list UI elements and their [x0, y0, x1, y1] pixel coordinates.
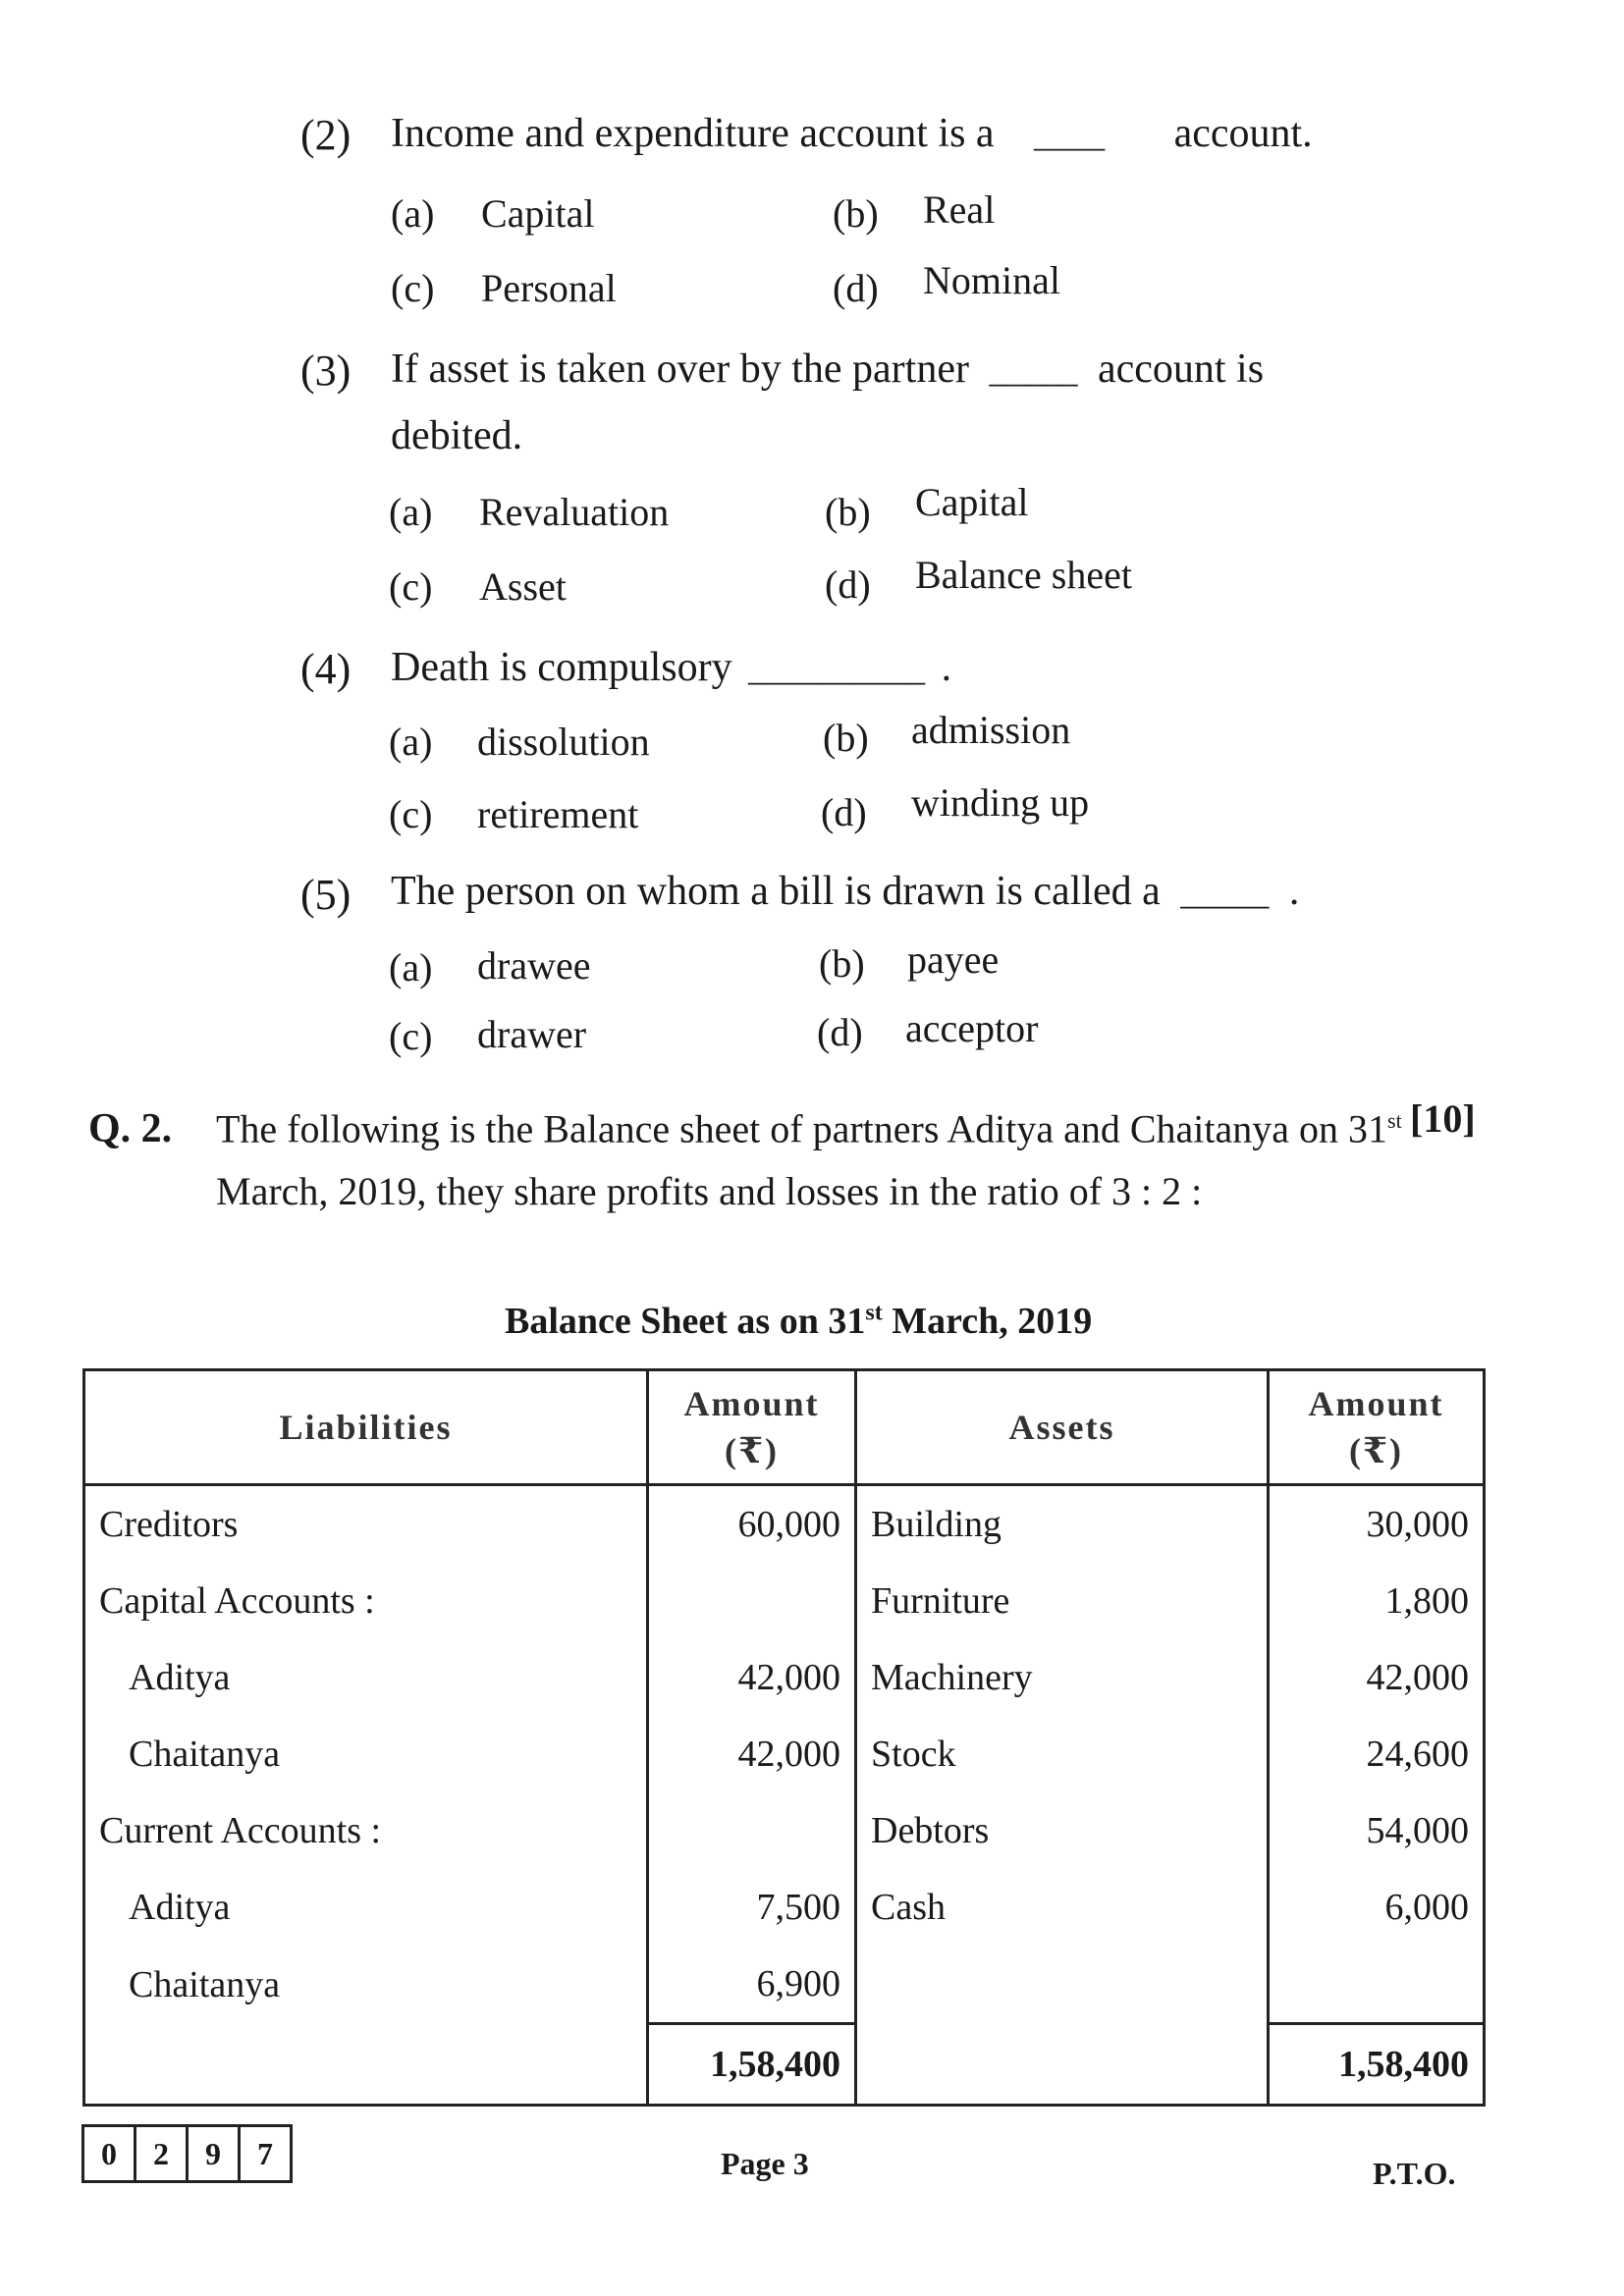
question-label: Q. 2.	[88, 1106, 173, 1151]
answer-blank: ____	[1034, 115, 1106, 154]
option-letter: (d)	[833, 266, 879, 310]
liability-cell: Capital Accounts :	[84, 1563, 648, 1639]
option-letter: (a)	[391, 191, 435, 236]
asset-cell	[856, 1946, 1269, 2024]
balance-sheet-title	[505, 1300, 1092, 1343]
superscript: st	[865, 1300, 883, 1326]
asset-cell: Debtors	[856, 1792, 1269, 1869]
question-stem: The person on whom a bill is drawn is called a	[391, 869, 1161, 914]
code-digit: 7	[238, 2124, 293, 2183]
currency-label: (₹)	[724, 1431, 780, 1470]
amount-label: Amount	[1308, 1384, 1444, 1423]
table-row	[84, 1639, 1485, 1716]
answer-blank: __________	[748, 649, 926, 688]
option-letter: (a)	[389, 720, 433, 764]
balance-sheet-table	[82, 1368, 1486, 2107]
option-text: Personal	[481, 266, 617, 310]
amount-header	[648, 1370, 856, 1485]
empty-cell	[84, 2024, 648, 2106]
answer-blank: _____	[989, 350, 1078, 390]
question-stem: If asset is taken over by the partner	[391, 347, 969, 392]
pto-label: P.T.O.	[1373, 2156, 1456, 2191]
table-row	[84, 1563, 1485, 1639]
table-row	[84, 1869, 1485, 1946]
code-digit: 0	[81, 2124, 136, 2183]
balance-sheet	[82, 1368, 1483, 2100]
liability-amount: 6,900	[648, 1946, 856, 2024]
option-text: payee	[907, 937, 1000, 982]
question-text-line2: debited.	[391, 413, 523, 458]
asset-cell: Building	[856, 1485, 1269, 1564]
page-number: Page 3	[721, 2146, 809, 2181]
option-letter: (b)	[825, 490, 871, 534]
question-number: (3)	[300, 347, 352, 395]
option-text: Revaluation	[479, 490, 670, 534]
assets-header: Assets	[856, 1370, 1269, 1485]
currency-label: (₹)	[1348, 1431, 1404, 1470]
title-part: Balance Sheet as on 31	[505, 1301, 866, 1342]
total-assets: 1,58,400	[1269, 2024, 1485, 2106]
liability-amount: 7,500	[648, 1869, 856, 1946]
option-text: Capital	[481, 191, 595, 236]
option-text: retirement	[477, 792, 639, 836]
option-text: drawee	[477, 943, 591, 988]
question-text-part: March, 2019, they share profits and losses in the ratio of 3 : 2 :	[216, 1169, 1203, 1214]
amount-header	[1269, 1370, 1485, 1485]
paper-code	[84, 2124, 293, 2183]
code-digit: 9	[186, 2124, 241, 2183]
option-letter: (d)	[821, 790, 867, 834]
option-letter: (c)	[389, 792, 433, 836]
title-part: March, 2019	[882, 1301, 1093, 1342]
option-letter: (b)	[833, 191, 879, 236]
asset-amount: 6,000	[1269, 1869, 1485, 1946]
option-text: Capital	[915, 480, 1029, 524]
option-text: dissolution	[477, 720, 650, 764]
question-number: (4)	[300, 645, 352, 693]
liability-cell: Aditya	[84, 1869, 648, 1946]
liability-amount	[648, 1563, 856, 1639]
option-text: acceptor	[905, 1006, 1039, 1050]
asset-cell: Stock	[856, 1716, 1269, 1792]
question-body	[216, 1090, 1414, 1223]
option-letter: (a)	[389, 945, 433, 989]
question-stem: Death is compulsory	[391, 645, 732, 690]
question-stem-end: .	[1288, 869, 1300, 914]
question-number: (5)	[300, 871, 352, 919]
liability-cell: Chaitanya	[84, 1946, 648, 2024]
question-number: (2)	[300, 111, 352, 159]
liability-cell: Creditors	[84, 1485, 648, 1564]
option-letter: (c)	[389, 564, 433, 609]
question-stem-end: .	[941, 645, 952, 690]
question-text	[391, 868, 1299, 915]
asset-cell: Cash	[856, 1869, 1269, 1946]
asset-amount: 54,000	[1269, 1792, 1485, 1869]
liability-amount: 60,000	[648, 1485, 856, 1564]
superscript: st	[1387, 1108, 1402, 1133]
total-row	[84, 2024, 1485, 2106]
option-letter: (a)	[389, 490, 433, 534]
option-letter: (c)	[389, 1014, 433, 1058]
option-text: Nominal	[923, 258, 1060, 302]
table-row	[84, 1946, 1485, 2024]
question-stem-end: account.	[1173, 111, 1313, 156]
option-text: Asset	[479, 564, 567, 609]
question-text	[391, 346, 1264, 393]
option-letter: (b)	[819, 941, 865, 986]
asset-amount: 42,000	[1269, 1639, 1485, 1716]
asset-amount: 30,000	[1269, 1485, 1485, 1564]
option-letter: (b)	[823, 716, 869, 760]
question-stem-end: account is	[1097, 347, 1265, 392]
table-row	[84, 1792, 1485, 1869]
total-liabilities: 1,58,400	[648, 2024, 856, 2106]
option-letter: (d)	[825, 562, 871, 607]
header-row	[84, 1370, 1485, 1485]
asset-cell: Machinery	[856, 1639, 1269, 1716]
liability-cell: Current Accounts :	[84, 1792, 648, 1869]
code-digit: 2	[134, 2124, 189, 2183]
answer-blank: _____	[1180, 873, 1270, 912]
asset-amount: 1,800	[1269, 1563, 1485, 1639]
liability-cell: Aditya	[84, 1639, 648, 1716]
table-row	[84, 1485, 1485, 1564]
liability-amount	[648, 1792, 856, 1869]
empty-cell	[856, 2024, 1269, 2106]
option-text: winding up	[911, 780, 1090, 825]
liabilities-header: Liabilities	[84, 1370, 648, 1485]
amount-label: Amount	[683, 1384, 820, 1423]
option-text: Balance sheet	[915, 553, 1132, 597]
liability-cell: Chaitanya	[84, 1716, 648, 1792]
question-text	[391, 644, 951, 691]
option-text: Real	[923, 187, 996, 232]
question-text-part: The following is the Balance sheet of partners Aditya and Chaitanya on 31	[216, 1106, 1388, 1151]
option-letter: (d)	[817, 1010, 863, 1054]
question-text	[391, 110, 1313, 157]
option-letter: (c)	[391, 266, 435, 310]
question-stem: Income and expenditure account is a	[391, 111, 995, 156]
table-row	[84, 1716, 1485, 1792]
asset-cell: Furniture	[856, 1563, 1269, 1639]
asset-amount: 24,600	[1269, 1716, 1485, 1792]
option-text: drawer	[477, 1012, 587, 1056]
option-text: admission	[911, 708, 1071, 752]
asset-amount	[1269, 1946, 1485, 2024]
liability-amount: 42,000	[648, 1716, 856, 1792]
marks: [10]	[1410, 1096, 1476, 1141]
liability-amount: 42,000	[648, 1639, 856, 1716]
